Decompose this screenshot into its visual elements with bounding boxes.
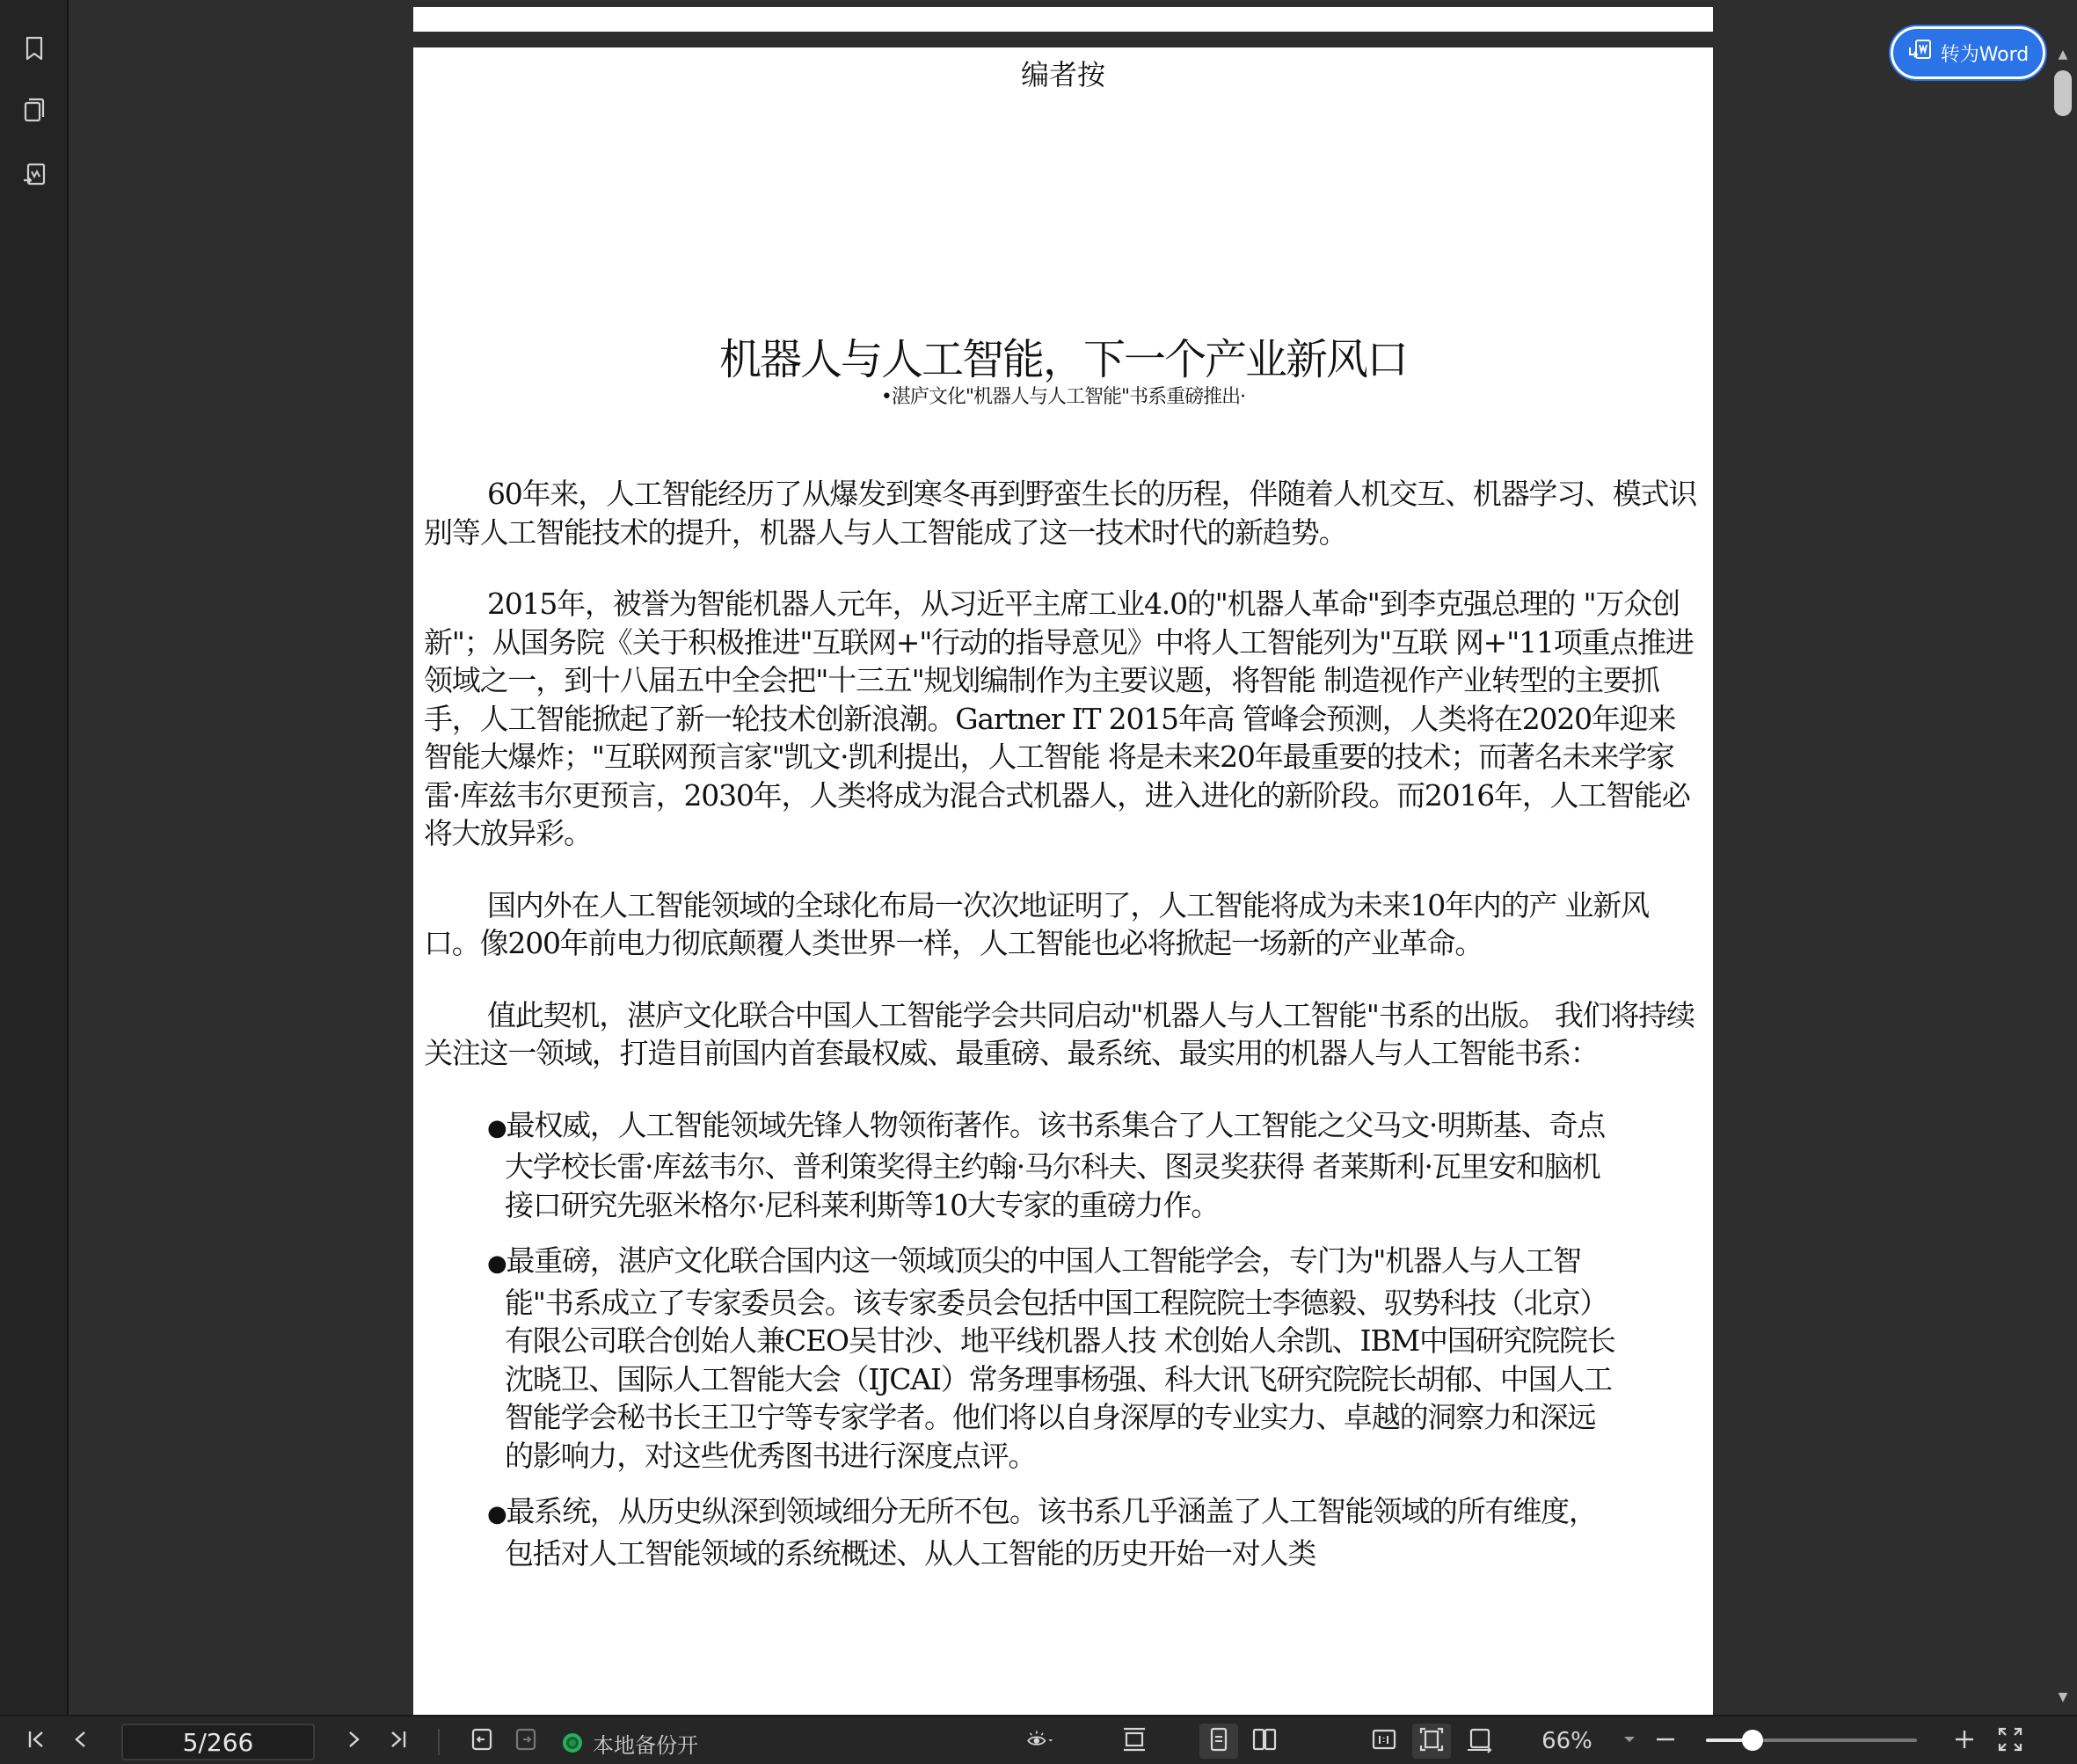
annotation-export-icon bbox=[20, 161, 48, 193]
document-body bbox=[424, 475, 1699, 1590]
backup-status-label: 本地备份开 bbox=[593, 1732, 698, 1758]
fullscreen-button[interactable] bbox=[1991, 1724, 2030, 1759]
single-page-button[interactable] bbox=[1199, 1724, 1238, 1759]
prev-page-icon bbox=[67, 1725, 95, 1757]
list-item: ●最权威，人工智能领域先锋人物领衔著作。该书系集合了人工智能之父马文·明斯基、奇点大学校长雷·库兹韦尔、普利策奖得主约翰·马尔科夫、图灵奖获得 者莱斯利·瓦里安和脑机接口研究先驱米格尔·尼科莱利斯等10大专家的重磅力作。 bbox=[487, 1107, 1605, 1222]
actual-size-icon bbox=[1370, 1725, 1398, 1757]
toolbar-divider bbox=[438, 1729, 440, 1755]
next-page-icon bbox=[339, 1725, 368, 1757]
word-convert-icon bbox=[1907, 37, 1934, 69]
history-back-icon bbox=[468, 1725, 496, 1757]
zoom-slider-handle[interactable] bbox=[1742, 1730, 1763, 1751]
last-page-button[interactable] bbox=[380, 1724, 415, 1759]
scroll-up-icon[interactable]: ▲ bbox=[2058, 47, 2068, 62]
paragraph: 60年来，人工智能经历了从爆发到寒冬再到野蛮生长的历程，伴随着人机交互、机器学习、模式识别等人工智能技术的提升，机器人与人工智能成了这一技术时代的新趋势。 bbox=[424, 477, 1697, 550]
scrollbar-thumb[interactable] bbox=[2054, 70, 2072, 116]
fit-width-button[interactable] bbox=[1460, 1724, 1498, 1759]
eye-protection-button[interactable] bbox=[1013, 1724, 1066, 1759]
chevron-down-icon bbox=[1615, 1725, 1643, 1757]
list-item: ●最重磅，湛庐文化联合国内这一领域顶尖的中国人工智能学会，专门为"机器人与人工智能"书系成立了专家委员会。该专家委员会包括中国工程院院士李德毅、驭势科技（北京）有限公司联合创始人兼CEO吴甘沙、地平线机器人技 术创始人余凯、IBM中国研究院院长沈晓卫、国际人工智能大会（IJCAI）常务理事杨强、科大讯飞研究院院长胡郁、中国人工智能学会秘书长王卫宁等专家学者。他们将以自身深厚的专业实力、卓越的洞察力和深远的影响力，对这些优秀图书进行深度点评。 bbox=[487, 1243, 1615, 1473]
continuous-scroll-icon bbox=[1120, 1725, 1148, 1757]
backup-status-icon bbox=[563, 1733, 582, 1753]
first-page-button[interactable] bbox=[19, 1724, 55, 1759]
actual-size-button[interactable] bbox=[1365, 1724, 1403, 1759]
last-page-icon bbox=[383, 1725, 412, 1757]
paragraph: 国内外在人工智能领域的全球化布局一次次地证明了，人工智能将成为未来10年内的产 业新风口。像200年前电力彻底颠覆人类世界一样，人工智能也必将掀起一场新的产业革命。 bbox=[424, 887, 1649, 960]
left-sidebar bbox=[0, 0, 69, 1715]
history-back-button[interactable] bbox=[464, 1724, 499, 1759]
document-viewer[interactable] bbox=[70, 0, 2049, 1715]
prev-page-button[interactable] bbox=[63, 1724, 98, 1759]
first-page-icon bbox=[23, 1725, 51, 1757]
zoom-in-button[interactable] bbox=[1947, 1724, 1982, 1759]
double-page-button[interactable] bbox=[1245, 1724, 1284, 1759]
zoom-level-label[interactable]: 66% bbox=[1541, 1728, 1592, 1754]
vertical-scrollbar[interactable] bbox=[2049, 0, 2077, 1715]
list-item: ●最系统，从历史纵深到领域细分无所不包。该书系几乎涵盖了人工智能领域的所有维度，包括对人工智能领域的系统概述、从人工智能的历史开始一对人类 bbox=[487, 1494, 1597, 1571]
eye-protection-icon bbox=[1025, 1725, 1053, 1757]
single-page-icon bbox=[1205, 1725, 1233, 1757]
zoom-out-button[interactable] bbox=[1648, 1724, 1683, 1759]
annotation-export-button[interactable] bbox=[12, 155, 56, 199]
zoom-slider[interactable] bbox=[1706, 1738, 1917, 1742]
bottom-toolbar bbox=[0, 1715, 2077, 1764]
zoom-in-icon bbox=[1950, 1725, 1979, 1757]
fit-page-button[interactable] bbox=[1412, 1724, 1451, 1759]
history-forward-icon bbox=[512, 1725, 540, 1757]
paragraph: 值此契机，湛庐文化联合中国人工智能学会共同启动"机器人与人工智能"书系的出版。 我们将持续关注这一领域，打造目前国内首套最权威、最重磅、最系统、最实用的机器人与人工智能书系： bbox=[424, 997, 1694, 1070]
fit-width-icon bbox=[1465, 1725, 1493, 1757]
page-thumbnails-button[interactable] bbox=[12, 91, 56, 135]
convert-to-word-button[interactable] bbox=[1891, 26, 2045, 79]
page-thumbnails-icon bbox=[20, 98, 48, 129]
editor-note-heading: 编者按 bbox=[1020, 58, 1105, 91]
document-title: 机器人与人工智能，下一个产业新风口 bbox=[718, 335, 1407, 384]
fullscreen-icon bbox=[1996, 1725, 2024, 1757]
fit-page-icon bbox=[1417, 1725, 1446, 1757]
scroll-down-icon[interactable]: ▼ bbox=[2058, 1690, 2068, 1704]
zoom-dropdown-button[interactable] bbox=[1616, 1724, 1643, 1759]
continuous-scroll-button[interactable] bbox=[1115, 1724, 1154, 1759]
document-page bbox=[413, 47, 1713, 1715]
convert-to-word-label: 转为Word bbox=[1940, 43, 2030, 66]
zoom-out-icon bbox=[1651, 1725, 1680, 1757]
local-backup-status[interactable] bbox=[563, 1725, 698, 1760]
previous-page-edge bbox=[413, 7, 1713, 32]
feature-bullet-list bbox=[424, 1106, 1699, 1573]
bookmark-button[interactable] bbox=[12, 28, 56, 72]
page-number-input[interactable] bbox=[121, 1724, 315, 1760]
document-subtitle: •湛庐文化"机器人与人工智能"书系重磅推出· bbox=[880, 386, 1246, 408]
double-page-icon bbox=[1250, 1725, 1279, 1757]
bookmark-icon bbox=[20, 34, 48, 66]
history-forward-button[interactable] bbox=[508, 1724, 543, 1759]
paragraph: 2015年，被誉为智能机器人元年，从习近平主席工业4.0的"机器人革命"到李克强总理的 "万众创新"；从国务院《关于积极推进"互联网+"行动的指导意见》中将人工智能列为"互联 网+"11项重点推进领域之一，到十八届五中全会把"十三五"规划编制作为主要议题，将智能 制造视作产业转型的主要抓手，人工智能掀起了新一轮技术创新浪潮。Gartner IT 2015年高 管峰会预测，人类将在2020年迎来智能大爆炸；"互联网预言家"凯文·凯利提出，人工智能 将是未来20年最重要的技术；而著名未来学家雷·库兹韦尔更预言，2030年，人类将成为混合式机器人，进入进化的新阶段。而2016年，人工智能必将大放异彩。 bbox=[424, 587, 1694, 850]
next-page-button[interactable] bbox=[336, 1724, 371, 1759]
